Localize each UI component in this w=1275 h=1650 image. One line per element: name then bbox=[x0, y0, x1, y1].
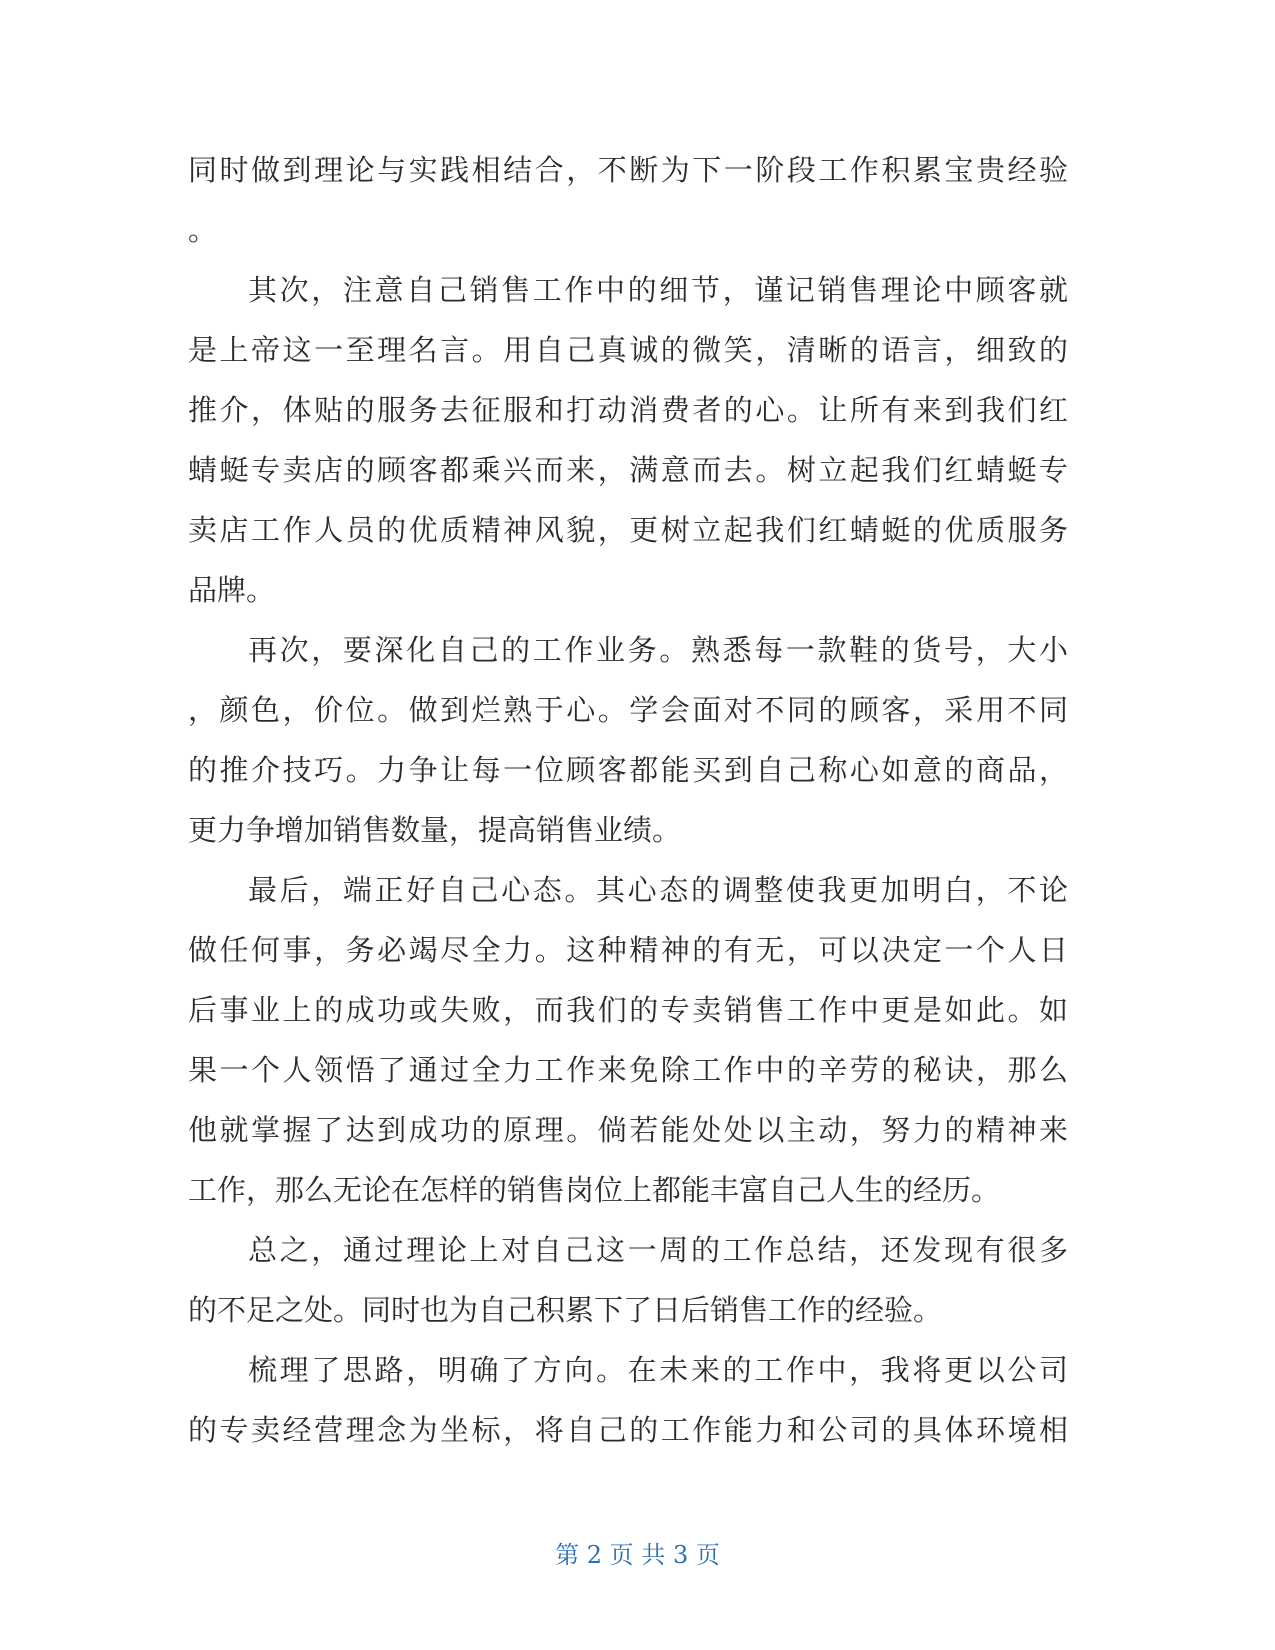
paragraph-start: 总之，通过理论上对自己这一周的工作总结，还发现有很多 bbox=[248, 1233, 1068, 1267]
text-line: 后事业上的成功或失败，而我们的专卖销售工作中更是如此。如 bbox=[188, 993, 1068, 1027]
text-line: 他就掌握了达到成功的原理。倘若能处处以主动，努力的精神来 bbox=[188, 1113, 1068, 1147]
text-line: 推介，体贴的服务去征服和打动消费者的心。让所有来到我们红 bbox=[188, 393, 1068, 427]
text-line: 的专卖经营理念为坐标，将自己的工作能力和公司的具体环境相 bbox=[188, 1413, 1068, 1447]
text-line: 的推介技巧。力争让每一位顾客都能买到自己称心如意的商品， bbox=[188, 753, 1068, 787]
text-line: ，颜色，价位。做到烂熟于心。学会面对不同的顾客，采用不同 bbox=[188, 693, 1068, 727]
text-line: 更力争增加销售数量，提高销售业绩。 bbox=[188, 813, 682, 847]
text-line: 。 bbox=[188, 213, 218, 247]
text-line: 蜻蜓专卖店的顾客都乘兴而来，满意而去。树立起我们红蜻蜓专 bbox=[188, 453, 1068, 487]
paragraph-start: 最后，端正好自己心态。其心态的调整使我更加明白，不论 bbox=[248, 873, 1068, 907]
text-line: 同时做到理论与实践相结合，不断为下一阶段工作积累宝贵经验 bbox=[188, 153, 1068, 187]
paragraph-start: 再次，要深化自己的工作业务。熟悉每一款鞋的货号，大小 bbox=[248, 633, 1068, 667]
text-line: 品牌。 bbox=[188, 573, 276, 607]
document-body bbox=[188, 140, 1068, 1460]
paragraph-start: 梳理了思路，明确了方向。在未来的工作中，我将更以公司 bbox=[248, 1353, 1068, 1387]
page-number-footer: 第 2 页 共 3 页 bbox=[555, 1541, 720, 1569]
text-line: 卖店工作人员的优质精神风貌，更树立起我们红蜻蜓的优质服务 bbox=[188, 513, 1068, 547]
text-line: 做任何事，务必竭尽全力。这种精神的有无，可以决定一个人日 bbox=[188, 933, 1068, 967]
paragraph-start: 其次，注意自己销售工作中的细节，谨记销售理论中顾客就 bbox=[248, 273, 1068, 307]
text-line: 果一个人领悟了通过全力工作来免除工作中的辛劳的秘诀，那么 bbox=[188, 1053, 1068, 1087]
text-line: 的不足之处。同时也为自己积累下了日后销售工作的经验。 bbox=[188, 1293, 943, 1327]
text-line: 是上帝这一至理名言。用自己真诚的微笑，清晰的语言，细致的 bbox=[188, 333, 1068, 367]
text-line: 工作，那么无论在怎样的销售岗位上都能丰富自己人生的经历。 bbox=[188, 1173, 1001, 1207]
